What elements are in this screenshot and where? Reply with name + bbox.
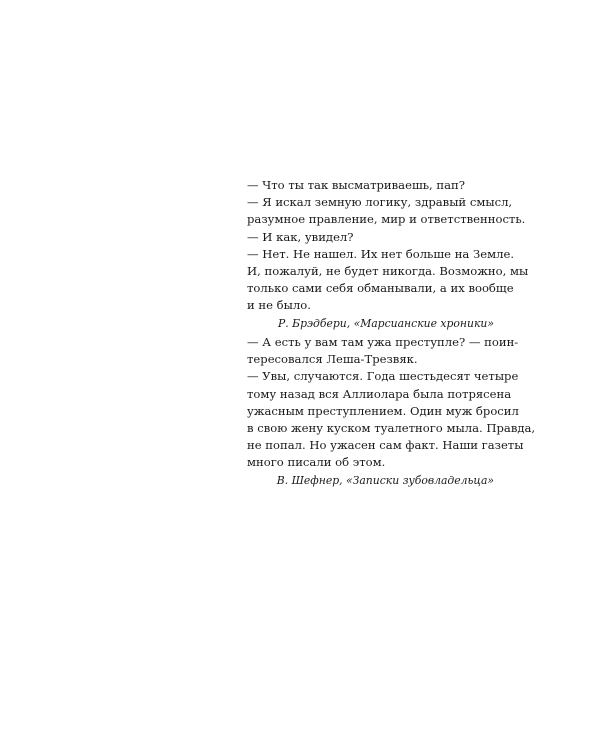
epigraph-line: — А есть у вам там ужа преступле? — поин- — [247, 335, 519, 349]
epigraph-bradbury — [247, 177, 529, 332]
epigraph-line: не попал. Но ужасен сам факт. Наши газеты — [247, 438, 524, 453]
epigraph-line: — И как, увидел? — [247, 229, 354, 244]
epigraph-line: — Нет. Не нашел. Их нет больше на Земле. — [247, 246, 515, 261]
epigraph-attribution: Р. Брэдбери, «Марсианские хроники» — [278, 316, 494, 330]
epigraph-line: только сами себя обманывали, а их вообще — [247, 281, 514, 296]
epigraph-line: и не было. — [247, 298, 311, 313]
epigraph-line: разумное правление, мир и ответственность. — [247, 212, 526, 227]
epigraph-line: в свою жену куском туалетного мыла. Правда, — [247, 421, 536, 436]
epigraph-line: тому назад вся Аллиолара была потрясена — [247, 386, 512, 401]
epigraph-line: тересовался Леша-Трезвяк. — [247, 352, 418, 367]
epigraph-line: — Увы, случаются. Года шестьдесят четыре — [247, 369, 519, 384]
epigraph-line: И, пожалуй, не будет никогда. Возможно, мы — [247, 264, 529, 279]
epigraph-line: ужасным преступлением. Один муж бросил — [247, 403, 519, 418]
epigraph-line: — Я искал земную логику, здравый смысл, — [247, 195, 513, 210]
epigraph-shefner — [247, 334, 536, 489]
epigraph-line: — Что ты так высматриваешь, пап? — [247, 178, 465, 192]
epigraph-line: много писали об этом. — [247, 455, 386, 470]
epigraph-attribution: В. Шефнер, «Записки зубовладельца» — [276, 473, 494, 487]
